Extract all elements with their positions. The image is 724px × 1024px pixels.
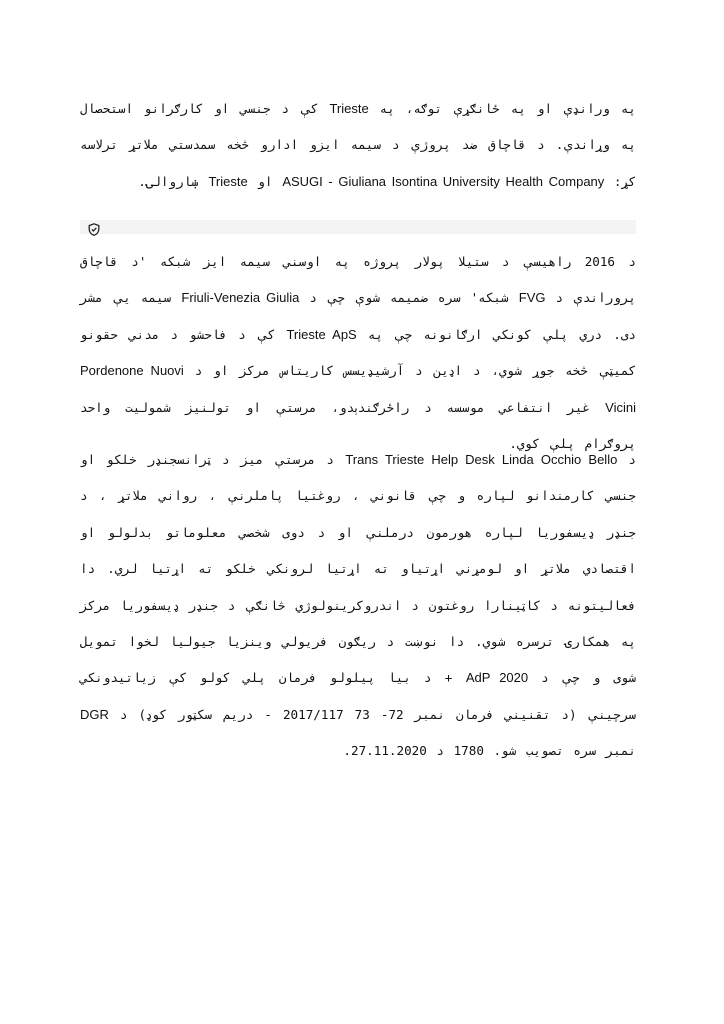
section-divider [80,220,636,234]
latin-run: Trieste [329,101,369,116]
latin-run: ASUGI - Giuliana Isontina University Health Company [282,173,605,189]
latin-run: Pordenone Nuovi Vicini [80,363,636,415]
shield-check-icon [88,221,100,234]
latin-run: FVG [518,290,546,306]
latin-run: Friuli-Venezia Giulia [181,290,300,306]
latin-run: AdP 2020 [465,670,529,686]
paragraph-intro: په ورانډې او په ځانګړې توګه، په Trieste کې د جنسي او کارګرانو استحصال په وړاندې. د قاچاق ضد پروژې د سیمه ایزو ادارو څخه سمدستي ملاتړ ترلاسه کړ: ASUGI - Giuliana Isontina University Health Company او Trieste ښاروالۍ. [80,101,637,189]
latin-run: Trans Trieste Help Desk Linda Occhio Bello [345,452,618,467]
latin-run: DGR [80,706,109,722]
latin-run: Trieste [208,173,248,189]
latin-run: Trieste ApS [286,326,357,342]
paragraph-stella-polare: د 2016 راهیسې د ستیلا پولار پروژه په اوسني سیمه ایز شبکه 'د قاچاق پروراندې د FVG شبکه' سره ضمیمه شوې چې د Friuli-Venezia Giulia سیمه یې مشر دی. دري پلې کونکي ارګانونه چې په Trieste ApS کې د فاحشو د مدني حقونو کمیټې څخه جوړ شوي، د اډین د آرشیډیسس کاریتاس مرکز او د Pordenone Nuovi Vicini غیر انتفاعي موسسه د راځرګندېدو، مرستې او تولنیز شمولیت واحد پروګرام پلې کوي. [80,254,637,452]
paragraph-help-desk: د Trans Trieste Help Desk Linda Occhio Bello د مرستې میز د ټرانسجنډر خلکو او جنسي کارمندانو لپاره و چې قانوني ، روغتیا پاملرنې ، رواني ملاتړ ، د جنډر ډیسفوریا لپاره هورمون درملنې او د دوی شخصي معلوماتو بدلولو او اقتصادي ملاتړ او لومړني اړتیاو ته اړتیا لرونکي خلکو ته اړتیا لري. دا فعالیتونه د کاټینارا روغتون د اندروکرینولوژي څانګې د جنډر ډیسفوریا مرکز په همکارۍ ترسره شوي. دا نوښت د ریګون فریولي وینزیا جیولیا لخوا تمویل شوی و چې د AdP 2020 + د بیا پیلولو فرمان پلي کولو کې زیاتیدونکي سرچینې (د تقنیني فرمان نمبر 72- 73 2017/117 - دریم سکټور کوډ) د DGR نمبر سره تصویب شو. 1780 د 27.11.2020. [80,452,637,759]
